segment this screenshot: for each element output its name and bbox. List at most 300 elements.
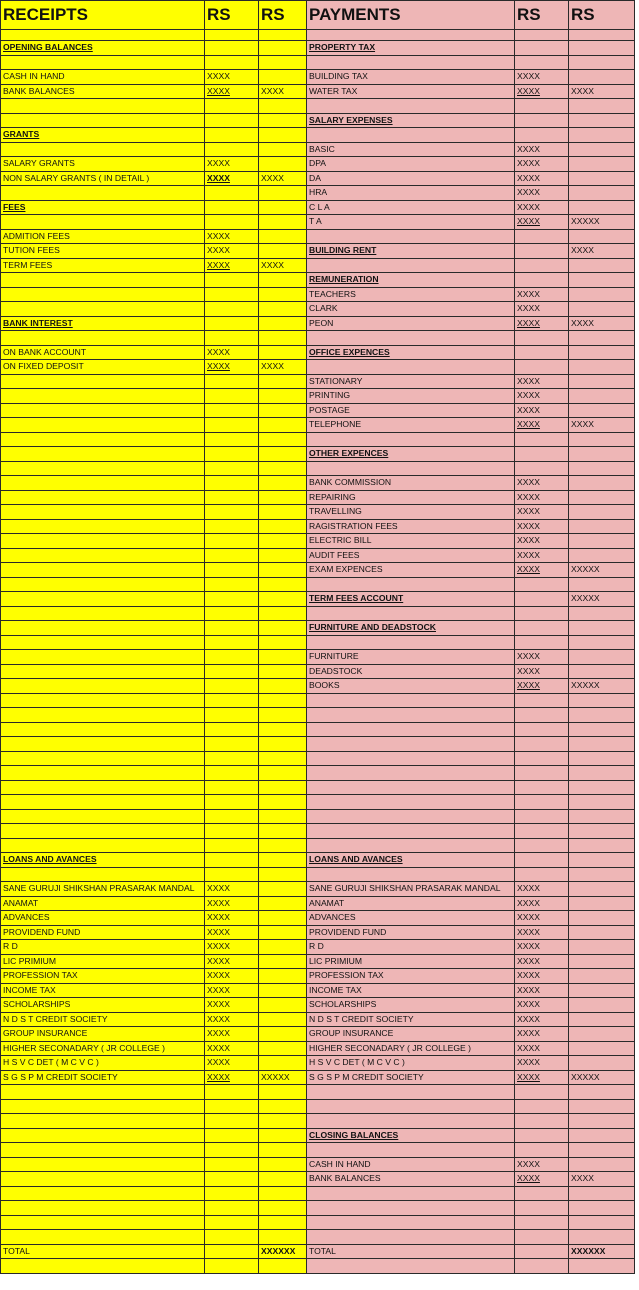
receipts-item-cell: N D S T CREDIT SOCIETY [1,1012,205,1027]
receipts-item-cell [1,273,205,288]
receipts-rs-header-2: RS [259,1,307,30]
table-row [1,302,635,317]
payments-item-cell [307,128,515,143]
payments-amount-cell [515,766,569,781]
payments-total-cell [569,534,635,549]
receipts-total-cell [259,1012,307,1027]
payments-amount-cell [515,592,569,607]
receipts-amount-cell [205,461,259,476]
receipts-item-cell: OPENING BALANCES [1,41,205,56]
receipts-amount-cell [205,693,259,708]
payments-total-cell [569,331,635,346]
table-row [1,751,635,766]
receipts-item-cell [1,621,205,636]
payments-total-cell: XXXXX [569,679,635,694]
receipts-total-cell [259,113,307,128]
payments-item-cell: S G S P M CREDIT SOCIETY [307,1070,515,1085]
receipts-amount-cell [205,447,259,462]
payments-item-cell: GROUP INSURANCE [307,1027,515,1042]
table-row [1,374,635,389]
receipts-amount-cell [205,1230,259,1245]
payments-item-cell [307,635,515,650]
table-row [1,664,635,679]
payments-amount-cell [515,1143,569,1158]
payments-amount-cell [515,838,569,853]
payments-amount-cell [515,229,569,244]
payments-total-cell [569,128,635,143]
receipts-total-cell [259,432,307,447]
receipts-item-cell: FEES [1,200,205,215]
receipts-total-cell: XXXX [259,84,307,99]
payments-item-cell [307,461,515,476]
table-row [1,157,635,172]
payments-amount-cell [515,1114,569,1129]
payments-item-cell: BOOKS [307,679,515,694]
receipts-amount-cell [205,1099,259,1114]
payments-total-cell [569,867,635,882]
receipts-amount-cell [205,853,259,868]
payments-total-cell [569,55,635,70]
payments-amount-cell [515,244,569,259]
receipts-amount-cell [205,1186,259,1201]
receipts-amount-cell [205,664,259,679]
payments-total-cell [569,621,635,636]
payments-total-cell: XXXX [569,84,635,99]
receipts-item-cell: INCOME TAX [1,983,205,998]
receipts-item-cell [1,664,205,679]
receipts-item-cell: R D [1,940,205,955]
payments-item-cell: BUILDING TAX [307,70,515,85]
payments-item-cell: CLOSING BALANCES [307,1128,515,1143]
receipts-total-cell [259,751,307,766]
table-row [1,476,635,491]
receipts-item-cell [1,708,205,723]
payments-item-cell [307,99,515,114]
receipts-amount-cell [205,548,259,563]
receipts-amount-cell [205,113,259,128]
receipts-total-cell: XXXX [259,258,307,273]
table-row [1,1085,635,1100]
receipts-total-cell [259,1143,307,1158]
receipts-total-cell [259,838,307,853]
payments-item-cell: R D [307,940,515,955]
receipts-item-cell [1,548,205,563]
receipts-amount-cell [205,99,259,114]
payments-total-cell [569,447,635,462]
table-row [1,316,635,331]
payments-total-cell [569,1186,635,1201]
receipts-amount-cell [205,30,259,41]
payments-amount-cell [515,1215,569,1230]
receipts-item-cell: CASH IN HAND [1,70,205,85]
payments-item-cell: BANK COMMISSION [307,476,515,491]
receipts-total-cell [259,1215,307,1230]
receipts-total-cell [259,1172,307,1187]
receipts-total-cell [259,534,307,549]
payments-total-cell [569,374,635,389]
table-row [1,113,635,128]
payments-item-cell [307,809,515,824]
receipts-total-cell [259,287,307,302]
table-row [1,55,635,70]
receipts-item-cell [1,737,205,752]
payments-amount-cell [515,1201,569,1216]
payments-amount-cell [515,780,569,795]
payments-item-cell: HIGHER SECONADARY ( JR COLLEGE ) [307,1041,515,1056]
payments-item-cell [307,737,515,752]
payments-total-cell [569,1085,635,1100]
payments-total-cell: XXXX [569,418,635,433]
table-row [1,1056,635,1071]
payments-item-cell [307,1215,515,1230]
payments-item-cell [307,360,515,375]
payments-amount-cell: XXXX [515,664,569,679]
receipts-item-cell [1,795,205,810]
payments-total-cell [569,722,635,737]
table-row [1,461,635,476]
receipts-amount-cell [205,867,259,882]
payments-total-cell [569,345,635,360]
payments-item-cell [307,229,515,244]
payments-amount-cell: XXXX [515,316,569,331]
table-row [1,1201,635,1216]
payments-amount-cell [515,55,569,70]
payments-total-cell [569,1157,635,1172]
table-row [1,621,635,636]
payments-total-cell [569,113,635,128]
receipts-total-cell: XXXXXX [259,1244,307,1259]
payments-amount-cell [515,273,569,288]
receipts-amount-cell: XXXX [205,925,259,940]
receipts-item-cell [1,99,205,114]
payments-amount-cell [515,1085,569,1100]
receipts-item-cell [1,780,205,795]
receipts-amount-cell [205,1244,259,1259]
payments-total-cell: XXXX [569,316,635,331]
payments-amount-cell: XXXX [515,1041,569,1056]
table-row [1,186,635,201]
payments-item-cell: OFFICE EXPENCES [307,345,515,360]
payments-amount-cell: XXXX [515,882,569,897]
receipts-item-cell [1,461,205,476]
table-row [1,911,635,926]
receipts-item-cell [1,374,205,389]
payments-item-cell: CASH IN HAND [307,1157,515,1172]
receipts-amount-cell [205,722,259,737]
payments-total-cell [569,360,635,375]
table-row [1,1230,635,1245]
receipts-total-cell [259,345,307,360]
receipts-total-cell [259,983,307,998]
payments-amount-cell [515,258,569,273]
payments-amount-cell: XXXX [515,171,569,186]
payments-item-cell [307,1143,515,1158]
payments-item-cell: WATER TAX [307,84,515,99]
table-row [1,635,635,650]
receipts-amount-cell [205,200,259,215]
receipts-amount-cell [205,186,259,201]
payments-amount-cell [515,432,569,447]
payments-item-cell: CLARK [307,302,515,317]
receipts-amount-cell [205,331,259,346]
receipts-item-cell [1,606,205,621]
table-row [1,853,635,868]
payments-total-cell [569,302,635,317]
table-row [1,1186,635,1201]
receipts-total-cell [259,30,307,41]
receipts-amount-cell: XXXX [205,345,259,360]
table-row [1,954,635,969]
payments-item-cell: STATIONARY [307,374,515,389]
receipts-amount-cell [205,1259,259,1274]
payments-total-cell [569,635,635,650]
payments-amount-cell: XXXX [515,215,569,230]
receipts-amount-cell: XXXX [205,1027,259,1042]
receipts-total-cell [259,1128,307,1143]
payments-amount-cell [515,1099,569,1114]
receipts-item-cell [1,650,205,665]
receipts-item-cell: SALARY GRANTS [1,157,205,172]
receipts-amount-cell [205,606,259,621]
receipts-item-cell: H S V C DET ( M C V C ) [1,1056,205,1071]
table-row [1,940,635,955]
receipts-total-cell [259,998,307,1013]
payments-item-cell: DA [307,171,515,186]
payments-total-cell [569,461,635,476]
receipts-amount-cell [205,737,259,752]
receipts-item-cell [1,505,205,520]
receipts-item-cell [1,693,205,708]
payments-amount-cell: XXXX [515,896,569,911]
payments-total-cell: XXXXX [569,592,635,607]
header-row [1,1,635,30]
receipts-item-cell: BANK INTEREST [1,316,205,331]
receipts-total-cell [259,200,307,215]
table-row [1,258,635,273]
receipts-item-cell [1,824,205,839]
payments-item-cell [307,55,515,70]
payments-total-cell [569,693,635,708]
receipts-total-cell [259,896,307,911]
payments-total-cell [569,1230,635,1245]
table-row [1,650,635,665]
payments-amount-cell: XXXX [515,954,569,969]
receipts-item-cell: NON SALARY GRANTS ( IN DETAIL ) [1,171,205,186]
receipts-amount-cell [205,476,259,491]
payments-item-cell [307,780,515,795]
payments-amount-cell: XXXX [515,998,569,1013]
table-row [1,838,635,853]
table-row [1,1012,635,1027]
receipts-amount-cell [205,1172,259,1187]
receipts-item-cell [1,722,205,737]
receipts-amount-cell [205,490,259,505]
payments-amount-cell [515,331,569,346]
receipts-total-cell [259,693,307,708]
payments-amount-cell [515,1128,569,1143]
payments-item-cell: AUDIT FEES [307,548,515,563]
payments-amount-cell [515,345,569,360]
receipts-amount-cell [205,1201,259,1216]
payments-amount-cell: XXXX [515,1056,569,1071]
payments-total-cell [569,896,635,911]
table-row [1,795,635,810]
receipts-amount-cell [205,592,259,607]
receipts-total-cell [259,780,307,795]
receipts-amount-cell [205,215,259,230]
payments-amount-cell [515,635,569,650]
payments-amount-cell: XXXX [515,983,569,998]
payments-amount-cell: XXXX [515,418,569,433]
payments-total-cell [569,1201,635,1216]
payments-item-cell: LOANS AND AVANCES [307,853,515,868]
receipts-total-cell [259,1157,307,1172]
table-row [1,548,635,563]
payments-rs-header-2: RS [569,1,635,30]
receipts-item-cell [1,519,205,534]
payments-total-cell [569,780,635,795]
receipts-amount-cell: XXXX [205,1056,259,1071]
payments-item-cell: N D S T CREDIT SOCIETY [307,1012,515,1027]
table-row [1,41,635,56]
payments-total-cell [569,99,635,114]
payments-total-cell [569,1027,635,1042]
table-row [1,780,635,795]
receipts-item-cell [1,215,205,230]
payments-item-cell [307,258,515,273]
receipts-item-cell: TOTAL [1,1244,205,1259]
receipts-total-cell [259,316,307,331]
payments-total-cell [569,1143,635,1158]
payments-amount-cell [515,867,569,882]
payments-item-cell: ANAMAT [307,896,515,911]
payments-item-cell: PRINTING [307,389,515,404]
receipts-amount-cell: XXXX [205,244,259,259]
receipts-amount-cell: XXXX [205,229,259,244]
receipts-total-cell [259,1230,307,1245]
payments-item-cell [307,432,515,447]
receipts-item-cell: ANAMAT [1,896,205,911]
table-row [1,447,635,462]
receipts-total-cell [259,1085,307,1100]
receipts-total-cell [259,795,307,810]
payments-total-cell [569,1259,635,1274]
table-row [1,737,635,752]
receipts-total-cell [259,853,307,868]
table-row [1,925,635,940]
receipts-item-cell [1,1157,205,1172]
payments-amount-cell [515,853,569,868]
receipts-amount-cell [205,389,259,404]
payments-amount-cell: XXXX [515,1012,569,1027]
receipts-item-cell [1,563,205,578]
receipts-amount-cell: XXXX [205,954,259,969]
payments-amount-cell: XXXX [515,1070,569,1085]
payments-item-cell [307,1201,515,1216]
receipts-item-cell [1,534,205,549]
table-row [1,824,635,839]
table-row [1,809,635,824]
payments-item-cell: ELECTRIC BILL [307,534,515,549]
payments-total-cell [569,1012,635,1027]
table-row [1,432,635,447]
receipts-total-cell [259,1056,307,1071]
payments-amount-cell: XXXX [515,911,569,926]
payments-amount-cell [515,461,569,476]
payments-item-cell: HRA [307,186,515,201]
receipts-amount-cell [205,577,259,592]
receipts-amount-cell: XXXX [205,983,259,998]
table-row [1,606,635,621]
payments-total-cell [569,476,635,491]
receipts-amount-cell [205,302,259,317]
receipts-amount-cell [205,751,259,766]
receipts-amount-cell [205,635,259,650]
payments-item-cell: PROFESSION TAX [307,969,515,984]
table-row [1,1099,635,1114]
payments-total-cell [569,287,635,302]
payments-item-cell: FURNITURE [307,650,515,665]
payments-item-cell: LIC PRIMIUM [307,954,515,969]
receipts-item-cell [1,1128,205,1143]
table-row [1,969,635,984]
receipts-total-cell [259,302,307,317]
payments-total-cell [569,1041,635,1056]
receipts-total-cell [259,476,307,491]
payments-amount-cell: XXXX [515,534,569,549]
payments-item-cell: TRAVELLING [307,505,515,520]
payments-total-cell [569,737,635,752]
receipts-item-cell [1,30,205,41]
payments-item-cell: POSTAGE [307,403,515,418]
table-row [1,244,635,259]
receipts-item-cell: ON BANK ACCOUNT [1,345,205,360]
receipts-total-cell [259,969,307,984]
receipts-item-cell: ADVANCES [1,911,205,926]
receipts-item-cell: GROUP INSURANCE [1,1027,205,1042]
table-row [1,171,635,186]
receipts-item-cell: ON FIXED DEPOSIT [1,360,205,375]
table-row [1,1114,635,1129]
receipts-item-cell [1,447,205,462]
receipts-amount-cell [205,795,259,810]
receipts-item-cell [1,1099,205,1114]
payments-total-cell [569,258,635,273]
payments-total-cell [569,577,635,592]
payments-item-cell: EXAM EXPENCES [307,563,515,578]
table-row [1,1027,635,1042]
receipts-amount-cell [205,519,259,534]
payments-amount-cell [515,99,569,114]
receipts-item-cell: SCHOLARSHIPS [1,998,205,1013]
receipts-item-cell [1,1201,205,1216]
payments-total-cell [569,519,635,534]
receipts-total-cell [259,1201,307,1216]
table-row [1,1157,635,1172]
receipts-item-cell [1,113,205,128]
receipts-total-cell [259,882,307,897]
payments-total-cell [569,838,635,853]
receipts-amount-cell [205,563,259,578]
receipts-amount-cell [205,708,259,723]
payments-amount-cell: XXXX [515,142,569,157]
receipts-total-cell [259,1114,307,1129]
payments-total-cell [569,954,635,969]
table-row [1,896,635,911]
table-row [1,70,635,85]
receipts-item-cell [1,331,205,346]
payments-item-cell: ADVANCES [307,911,515,926]
